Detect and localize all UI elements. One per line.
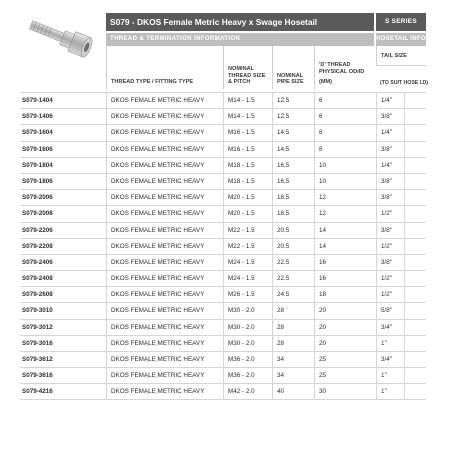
fitting-type-cell: DKOS FEMALE METRIC HEAVY (106, 287, 223, 302)
pipe-size-cell: 28 (272, 303, 314, 318)
d-thread-cell: 10 (314, 158, 376, 173)
spec-sheet (20, 13, 429, 396)
d-thread-cell: 10 (314, 174, 376, 189)
fitting-type-cell: DKOS FEMALE METRIC HEAVY (106, 303, 223, 318)
d-thread-cell: 20 (314, 336, 376, 351)
tail-size-cell: 1/2" (376, 271, 404, 286)
fitting-type-cell: DKOS FEMALE METRIC HEAVY (106, 320, 223, 335)
thread-size-cell: M30 - 2.0 (223, 320, 272, 335)
table-row (20, 189, 426, 205)
thread-size-cell: M20 - 1.5 (223, 190, 272, 205)
tail-size-cell: 5/8" (376, 303, 404, 318)
fitting-type-cell: DKOS FEMALE METRIC HEAVY (106, 158, 223, 173)
pipe-size-cell: 18.5 (272, 206, 314, 221)
d-thread-cell: 12 (314, 206, 376, 221)
fitting-type-cell: DKOS FEMALE METRIC HEAVY (106, 174, 223, 189)
tail-blank-cell (404, 174, 426, 189)
fitting-type-cell: DKOS FEMALE METRIC HEAVY (106, 125, 223, 140)
table-row (20, 319, 426, 335)
pipe-size-cell: 12.5 (272, 93, 314, 108)
series-badge: S SERIES (376, 13, 426, 31)
thread-size-cell: M18 - 1.5 (223, 174, 272, 189)
table-row (20, 108, 426, 124)
pipe-size-cell: 34 (272, 368, 314, 383)
tail-blank-cell (404, 125, 426, 140)
part-number-cell: S079-3012 (22, 323, 53, 331)
thread-size-cell: M30 - 2.0 (223, 336, 272, 351)
part-number-cell: S079-2206 (22, 226, 53, 234)
tail-blank-cell (404, 320, 426, 335)
thread-size-cell: M36 - 2.0 (223, 368, 272, 383)
d-thread-cell: 16 (314, 255, 376, 270)
thread-size-cell: M14 - 1.5 (223, 93, 272, 108)
table-row (20, 141, 426, 157)
thread-size-cell: M30 - 2.0 (223, 303, 272, 318)
col-header-thread: NOMINAL THREAD SIZE & PITCH (223, 46, 272, 89)
part-number-cell: S079-2208 (22, 242, 53, 250)
table-row (20, 367, 426, 383)
table-row (20, 383, 426, 399)
pipe-size-cell: 16.5 (272, 174, 314, 189)
fitting-type-cell: DKOS FEMALE METRIC HEAVY (106, 239, 223, 254)
tail-size-cell: 3/8" (376, 109, 404, 124)
table-row (20, 92, 426, 108)
d-thread-cell: 18 (314, 287, 376, 302)
part-number-cell: S079-2006 (22, 194, 53, 202)
table-row (20, 124, 426, 140)
table-row (20, 238, 426, 254)
table-header (20, 13, 429, 89)
fitting-type-cell: DKOS FEMALE METRIC HEAVY (106, 255, 223, 270)
pipe-size-cell: 14.5 (272, 142, 314, 157)
col-header-pipe: NOMINAL PIPE SIZE (272, 46, 314, 89)
part-number-cell: S079-3616 (22, 372, 53, 380)
part-number-cell: S079-4216 (22, 388, 53, 396)
tail-blank-cell (404, 142, 426, 157)
table-row (20, 335, 426, 351)
tail-size-cell: 1/2" (376, 287, 404, 302)
tail-blank-cell (404, 336, 426, 351)
tail-blank-cell (404, 190, 426, 205)
d-thread-cell: 20 (314, 320, 376, 335)
tail-size-cell: 3/8" (376, 142, 404, 157)
part-number-cell: S079-2008 (22, 210, 53, 218)
tail-blank-cell (404, 158, 426, 173)
tail-blank-cell (404, 255, 426, 270)
table-body (20, 92, 426, 400)
d-thread-cell: 6 (314, 93, 376, 108)
tail-blank-cell (404, 239, 426, 254)
thread-size-cell: M24 - 1.5 (223, 271, 272, 286)
pipe-size-cell: 16.5 (272, 158, 314, 173)
section-thread-info: THREAD & TERMINATION INFORMATION (106, 33, 374, 46)
part-number-cell: S079-3010 (22, 307, 53, 315)
tail-size-cell: 1/4" (376, 125, 404, 140)
d-thread-cell: 12 (314, 190, 376, 205)
thread-size-cell: M16 - 1.5 (223, 142, 272, 157)
part-number-cell: S079-1406 (22, 113, 53, 121)
fitting-type-cell: DKOS FEMALE METRIC HEAVY (106, 190, 223, 205)
fitting-type-cell: DKOS FEMALE METRIC HEAVY (106, 271, 223, 286)
pipe-size-cell: 20.5 (272, 239, 314, 254)
fitting-type-cell: DKOS FEMALE METRIC HEAVY (106, 336, 223, 351)
part-number-cell: S079-1806 (22, 177, 53, 185)
tail-blank-cell (404, 384, 426, 398)
d-thread-cell: 16 (314, 271, 376, 286)
col-header-tail-size: TAIL SIZE (376, 46, 426, 66)
fitting-type-cell: DKOS FEMALE METRIC HEAVY (106, 109, 223, 124)
tail-size-cell: 1/4" (376, 93, 404, 108)
thread-size-cell: M22 - 1.5 (223, 223, 272, 238)
tail-size-cell: 3/8" (376, 255, 404, 270)
part-number-cell: S079-1404 (22, 97, 53, 104)
table-row (20, 270, 426, 286)
tail-size-cell: 3/8" (376, 190, 404, 205)
part-number-cell: S079-2408 (22, 275, 53, 283)
tail-size-cell: 3/8" (376, 223, 404, 238)
fitting-type-cell: DKOS FEMALE METRIC HEAVY (106, 206, 223, 221)
d-thread-cell: 6 (314, 109, 376, 124)
tail-size-cell: 1/2" (376, 206, 404, 221)
tail-size-cell: 1/4" (376, 158, 404, 173)
part-number-cell: S079-2608 (22, 291, 53, 299)
thread-size-cell: M20 - 1.5 (223, 206, 272, 221)
tail-size-cell: 1" (376, 384, 404, 398)
fitting-type-cell: DKOS FEMALE METRIC HEAVY (106, 352, 223, 367)
d-thread-cell: 30 (314, 384, 376, 398)
tail-blank-cell (404, 271, 426, 286)
section-hosetail-info: HOSETAIL INFO (376, 33, 426, 46)
d-thread-cell: 25 (314, 368, 376, 383)
fitting-type-cell: DKOS FEMALE METRIC HEAVY (106, 93, 223, 108)
pipe-size-cell: 24.5 (272, 287, 314, 302)
pipe-size-cell: 40 (272, 384, 314, 398)
tail-blank-cell (404, 303, 426, 318)
thread-size-cell: M16 - 1.5 (223, 125, 272, 140)
pipe-size-cell: 34 (272, 352, 314, 367)
thread-size-cell: M26 - 1.5 (223, 287, 272, 302)
part-number-cell: S079-2406 (22, 258, 53, 266)
thread-size-cell: M14 - 1.5 (223, 109, 272, 124)
part-number-cell: S079-3612 (22, 356, 53, 363)
table-row (20, 351, 426, 367)
table-row (20, 302, 426, 318)
tail-size-cell: 3/4" (376, 352, 404, 367)
d-thread-cell: 25 (314, 352, 376, 367)
pipe-size-cell: 12.5 (272, 109, 314, 124)
d-thread-cell: 8 (314, 125, 376, 140)
tail-size-cell: 1" (376, 336, 404, 351)
table-row (20, 173, 426, 189)
fitting-illustration (20, 13, 104, 65)
thread-size-cell: M18 - 1.5 (223, 158, 272, 173)
thread-size-cell: M24 - 1.5 (223, 255, 272, 270)
page-title: S079 - DKOS Female Metric Heavy x Swage Hosetail (106, 13, 374, 31)
tail-size-cell: 3/8" (376, 174, 404, 189)
part-number-cell: S079-1604 (22, 129, 53, 137)
d-thread-cell: 8 (314, 142, 376, 157)
part-number-cell: S079-1804 (22, 161, 53, 169)
tail-blank-cell (404, 93, 426, 108)
tail-blank-cell (404, 206, 426, 221)
tail-blank-cell (404, 109, 426, 124)
fitting-type-cell: DKOS FEMALE METRIC HEAVY (106, 368, 223, 383)
table-row (20, 254, 426, 270)
pipe-size-cell: 14.5 (272, 125, 314, 140)
fitting-type-cell: DKOS FEMALE METRIC HEAVY (106, 223, 223, 238)
tail-blank-cell (404, 368, 426, 383)
table-row (20, 222, 426, 238)
tail-size-cell: 1/2" (376, 239, 404, 254)
pipe-size-cell: 22.5 (272, 255, 314, 270)
d-thread-cell: 20 (314, 303, 376, 318)
table-row (20, 205, 426, 221)
fitting-type-cell: DKOS FEMALE METRIC HEAVY (106, 142, 223, 157)
pipe-size-cell: 28 (272, 336, 314, 351)
fitting-type-cell: DKOS FEMALE METRIC HEAVY (106, 384, 223, 398)
col-header-type: THREAD TYPE / FITTING TYPE (106, 46, 223, 89)
thread-size-cell: M22 - 1.5 (223, 239, 272, 254)
hose-fitting-image (20, 13, 104, 89)
col-header-tail-note: (TO SUIT HOSE I.D) (380, 80, 429, 86)
part-number-cell: S079-3016 (22, 339, 53, 347)
tail-size-cell: 1" (376, 368, 404, 383)
tail-blank-cell (404, 287, 426, 302)
pipe-size-cell: 20.5 (272, 223, 314, 238)
tail-blank-cell (404, 223, 426, 238)
part-number-cell: S079-1606 (22, 145, 53, 153)
pipe-size-cell: 18.5 (272, 190, 314, 205)
table-row (20, 286, 426, 302)
d-thread-cell: 14 (314, 239, 376, 254)
pipe-size-cell: 28 (272, 320, 314, 335)
d-thread-cell: 14 (314, 223, 376, 238)
pipe-size-cell: 22.5 (272, 271, 314, 286)
tail-size-cell: 3/4" (376, 320, 404, 335)
tail-blank-cell (404, 352, 426, 367)
table-row (20, 157, 426, 173)
thread-size-cell: M36 - 2.0 (223, 352, 272, 367)
thread-size-cell: M42 - 2.0 (223, 384, 272, 398)
col-header-d-thread: 'D' THREAD PHYSICAL OD/ID (MM) (314, 46, 376, 89)
